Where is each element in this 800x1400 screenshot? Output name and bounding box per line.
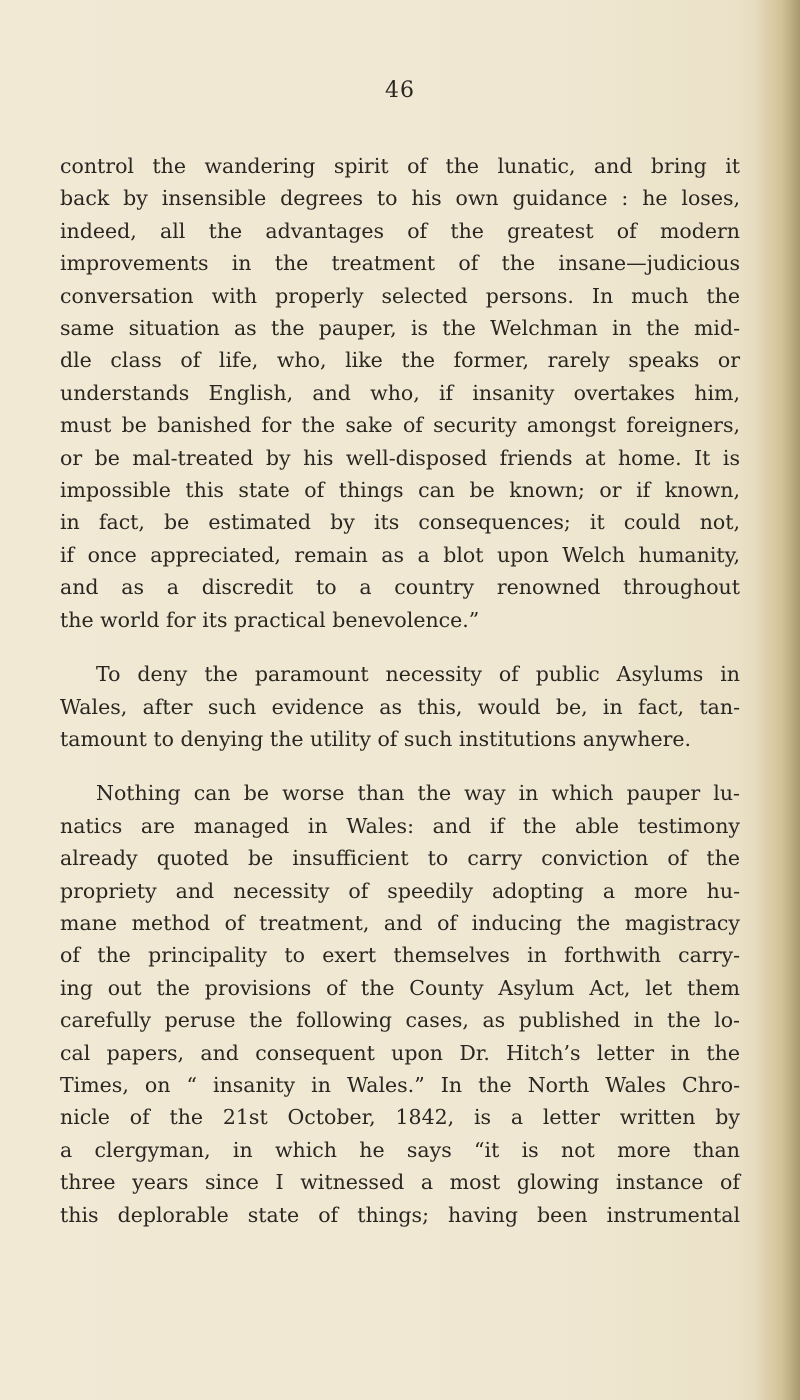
- body-text: [60, 150, 740, 1231]
- text-line: carefully peruse the following cases, as published in the lo-: [60, 1008, 740, 1033]
- text-line: Times, on “ insanity in Wales.” In the North Wales Chro-: [60, 1072, 740, 1097]
- paragraph-3: [60, 777, 740, 1231]
- text-line: must be banished for the sake of security amongst foreigners,: [60, 413, 740, 438]
- text-line: control the wandering spirit of the lunatic, and bring it: [60, 154, 740, 178]
- text-line: ing out the provisions of the County Asylum Act, let them: [60, 975, 740, 1000]
- page-number: 46: [385, 78, 415, 103]
- paragraph-1: [60, 150, 740, 636]
- text-line: understands English, and who, if insanity overtakes him,: [60, 380, 740, 405]
- text-line: impossible this state of things can be known; or if known,: [60, 478, 740, 503]
- page-edge-shadow: [754, 0, 800, 1400]
- text-line: in fact, be estimated by its consequences; it could not,: [60, 510, 740, 535]
- text-line: of the principality to exert themselves in forthwith carry-: [60, 943, 740, 968]
- text-line: back by insensible degrees to his own guidance : he loses,: [60, 186, 740, 211]
- text-line: the world for its practical benevolence.”: [60, 607, 480, 632]
- text-line: cal papers, and consequent upon Dr. Hitch’s letter in the: [60, 1040, 740, 1065]
- text-line: already quoted be insufficient to carry conviction of the: [60, 846, 740, 871]
- text-line: To deny the paramount necessity of public Asylums in: [96, 662, 740, 687]
- text-line: or be mal-treated by his well-disposed friends at home. It is: [60, 445, 740, 470]
- text-line: indeed, all the advantages of the greatest of modern: [60, 218, 740, 243]
- text-line: improvements in the treatment of the insane—judicious: [60, 251, 740, 276]
- text-line: Wales, after such evidence as this, would be, in fact, tan-: [60, 694, 740, 719]
- text-line: same situation as the pauper, is the Welchman in the mid-: [60, 316, 740, 341]
- text-line: three years since I witnessed a most glowing instance of: [60, 1170, 740, 1195]
- text-line: nicle of the 21st October, 1842, is a letter written by: [60, 1105, 740, 1130]
- text-line: this deplorable state of things; having been instrumental: [60, 1202, 740, 1227]
- text-line: and as a discredit to a country renowned throughout: [60, 575, 740, 600]
- text-line: dle class of life, who, like the former, rarely speaks or: [60, 348, 740, 373]
- text-line: Nothing can be worse than the way in which pauper lu-: [96, 781, 740, 806]
- text-line: a clergyman, in which he says “it is not more than: [60, 1137, 740, 1162]
- text-line: tamount to denying the utility of such institutions anywhere.: [60, 726, 692, 751]
- text-line: if once appreciated, remain as a blot upon Welch humanity,: [60, 542, 740, 567]
- text-line: mane method of treatment, and of inducing the magistracy: [60, 910, 740, 935]
- text-line: propriety and necessity of speedily adopting a more hu-: [60, 878, 740, 903]
- paragraph-2: [60, 658, 740, 755]
- text-line: conversation with properly selected persons. In much the: [60, 283, 740, 308]
- text-line: natics are managed in Wales: and if the able testimony: [60, 813, 740, 838]
